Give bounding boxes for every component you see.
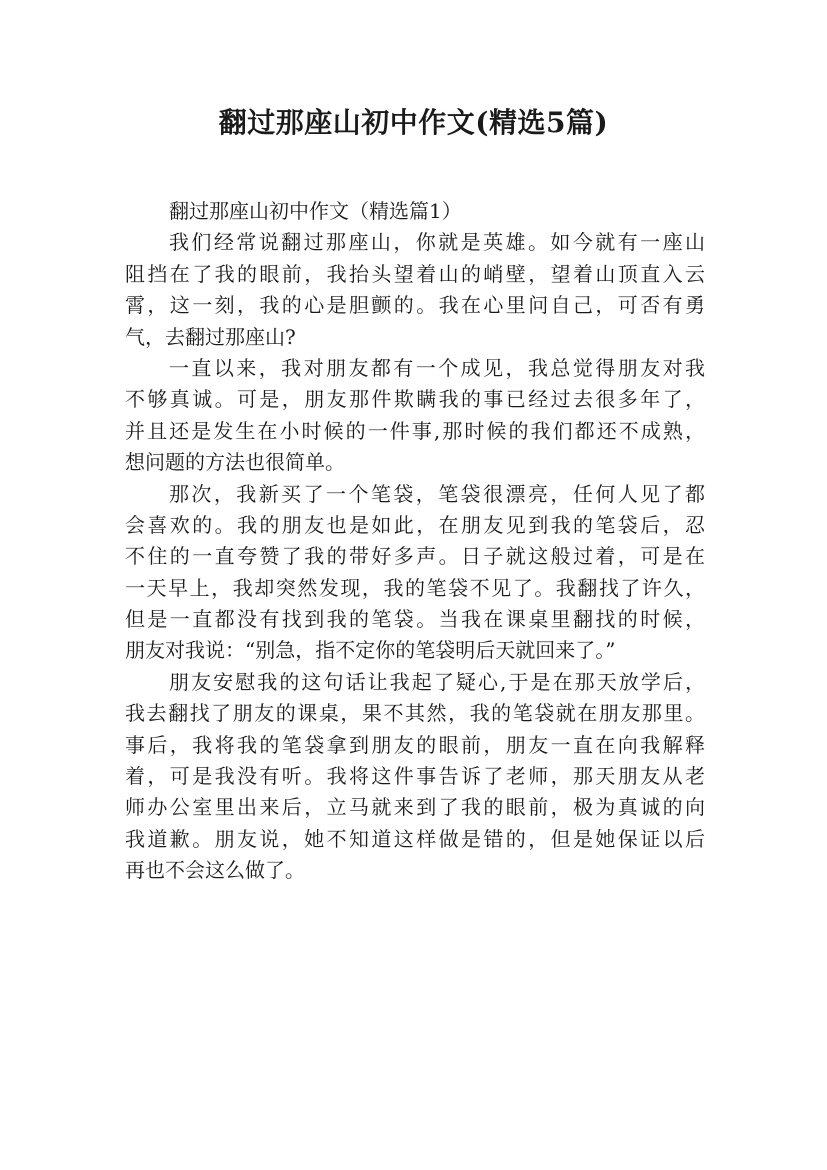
section-heading: 翻过那座山初中作文（精选篇1） [169, 199, 462, 223]
paragraph-line: 一天早上，我却突然发现，我的笔袋不见了。我翻找了许久， [125, 575, 705, 600]
paragraph-line: 霄，这一刻，我的心是胆颤的。我在心里问自己，可否有勇 [125, 293, 705, 318]
paragraph-line: 并且还是发生在小时候的一件事,那时候的我们都还不成熟， [125, 418, 705, 443]
paragraph-line: 那次，我新买了一个笔袋，笔袋很漂亮，任何人见了都 [169, 481, 705, 506]
paragraph-line: 着，可是我没有听。我将这件事告诉了老师，那天朋友从老 [125, 764, 705, 789]
paragraph-line: 阻挡在了我的眼前，我抬头望着山的峭壁，望着山顶直入云 [125, 261, 705, 286]
paragraph-line: 我去翻找了朋友的课桌，果不其然，我的笔袋就在朋友那里。 [125, 701, 705, 726]
paragraph-line: 气，去翻过那座山? [125, 324, 296, 349]
document-body [125, 196, 705, 887]
paragraph-line: 事后，我将我的笔袋拿到朋友的眼前，朋友一直在向我解释 [125, 732, 705, 757]
paragraph-line: 朋友安慰我的这句话让我起了疑心,于是在那天放学后， [169, 669, 705, 694]
paragraph-line: 朋友对我说：“别急，指不定你的笔袋明后天就回来了。” [125, 638, 616, 663]
paragraph-line: 师办公室里出来后，立马就来到了我的眼前，极为真诚的向 [125, 795, 705, 820]
paragraph-line: 想问题的方法也很简单。 [125, 450, 345, 475]
paragraph-line: 我们经常说翻过那座山，你就是英雄。如今就有一座山 [169, 230, 705, 255]
paragraph-line: 会喜欢的。我的朋友也是如此，在朋友见到我的笔袋后，忍 [125, 512, 705, 537]
paragraph-line: 一直以来，我对朋友都有一个成见，我总觉得朋友对我 [169, 355, 705, 380]
paragraph-line: 我道歉。朋友说，她不知道这样做是错的，但是她保证以后 [125, 826, 705, 851]
document-title: 翻过那座山初中作文(精选5篇) [218, 106, 609, 139]
paragraph-line: 再也不会这么做了。 [125, 858, 305, 883]
paragraph-line: 不住的一直夸赞了我的带好多声。日子就这般过着，可是在 [125, 544, 705, 569]
paragraph-line: 不够真诚。可是，朋友那件欺瞒我的事已经过去很多年了， [125, 387, 705, 412]
paragraph-line: 但是一直都没有找到我的笔袋。当我在课桌里翻找的时候， [125, 607, 705, 632]
